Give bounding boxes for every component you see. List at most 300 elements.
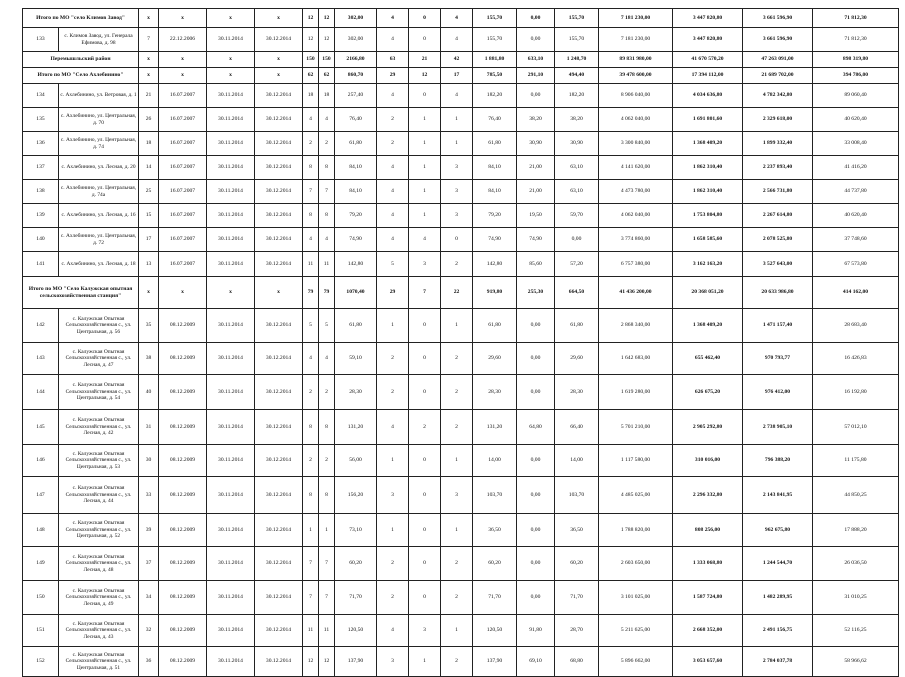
value-cell: 4 [319,228,335,252]
value-cell: 5 [303,309,319,343]
row-number: 151 [23,615,59,647]
value-cell: 3 [441,180,473,204]
table-row [23,410,899,445]
address-cell: с. Ахлебинино, ул. Центральная, д. 74а [59,180,139,204]
value-cell: 3 [377,647,409,677]
value-cell: 4 [303,228,319,252]
value-cell: 12 [409,68,441,84]
value-cell: 4 [377,28,409,52]
value-cell: 2 [303,445,319,477]
value-cell: 8 [319,477,335,514]
value-cell: 4 062 040,00 [599,204,673,228]
value-cell: 08.12.2009 [159,445,207,477]
value-cell: 30.12.2014 [255,477,303,514]
value-cell: 16.07.2007 [159,132,207,156]
value-cell: 30.11.2014 [207,477,255,514]
value-cell: 79 [319,277,335,309]
value-cell: 36 [139,647,159,677]
value-cell: 30.12.2014 [255,156,303,180]
value-cell: 182,20 [555,84,599,108]
value-cell: 30.11.2014 [207,343,255,375]
value-cell: 84,10 [473,156,517,180]
value-cell: 56,00 [335,445,377,477]
value-cell: 0 [409,309,441,343]
value-cell: 2 [377,343,409,375]
value-cell: 182,20 [473,84,517,108]
summary-row [23,277,899,309]
value-cell: 302,00 [335,9,377,28]
value-cell: 62 [303,68,319,84]
value-cell: 1 [441,108,473,132]
value-cell: 1 248,70 [555,52,599,68]
value-cell: 16 426,83 [813,343,899,375]
value-cell: 30.12.2014 [255,84,303,108]
value-cell: 919,80 [473,277,517,309]
value-cell: 1 244 544,70 [743,547,813,581]
row-number: 147 [23,477,59,514]
value-cell: 2 [377,132,409,156]
value-cell: 137,90 [335,647,377,677]
value-cell: 84,10 [335,180,377,204]
value-cell: x [207,9,255,28]
value-cell: 29 [377,277,409,309]
value-cell: 633,10 [517,52,555,68]
value-cell: 4 [377,228,409,252]
value-cell: 16 192,80 [813,375,899,410]
value-cell: 1 587 724,80 [673,581,743,615]
value-cell: 17 [139,228,159,252]
row-number: 142 [23,309,59,343]
value-cell: 898 319,80 [813,52,899,68]
value-cell: 1 658 585,60 [673,228,743,252]
value-cell: 1 [409,156,441,180]
value-cell: 28,30 [555,375,599,410]
value-cell: 1070,40 [335,277,377,309]
value-cell: 71 812,30 [813,9,899,28]
value-cell: 08.12.2009 [159,477,207,514]
value-cell: 4 [441,9,473,28]
value-cell: 3 [409,615,441,647]
value-cell: 08.12.2009 [159,581,207,615]
value-cell: 18 [319,84,335,108]
address-cell: с. Калужская Опытная Сельскохозяйственная с., ул. Лесная, д. 44 [59,477,139,514]
document-page [22,8,898,677]
value-cell: 17 394 112,00 [673,68,743,84]
value-cell: 84,10 [335,156,377,180]
table-row [23,581,899,615]
value-cell: 0,00 [517,309,555,343]
value-cell: 08.12.2009 [159,343,207,375]
value-cell: 394 786,00 [813,68,899,84]
value-cell: 30.11.2014 [207,647,255,677]
value-cell: 22 [441,277,473,309]
table-row [23,180,899,204]
address-cell: с. Калужская Опытная Сельскохозяйственная с., ул. Лесная, д. 47 [59,343,139,375]
value-cell: 4 485 025,00 [599,477,673,514]
value-cell: 30,90 [517,132,555,156]
value-cell: x [139,277,159,309]
value-cell: 1 788 820,00 [599,514,673,547]
housing-program-table [22,8,899,677]
value-cell: 30.11.2014 [207,180,255,204]
value-cell: 808 256,00 [673,514,743,547]
value-cell: 137,90 [473,647,517,677]
row-number: 148 [23,514,59,547]
value-cell: 30.12.2014 [255,514,303,547]
value-cell: 1 368 409,20 [673,309,743,343]
value-cell: 30.11.2014 [207,445,255,477]
value-cell: 1 [441,445,473,477]
value-cell: 08.12.2009 [159,410,207,445]
value-cell: 2 [441,343,473,375]
table-row [23,252,899,277]
value-cell: 79 [303,277,319,309]
value-cell: 30.12.2014 [255,615,303,647]
value-cell: 12 [319,9,335,28]
value-cell: 8 [303,477,319,514]
value-cell: 4 [377,84,409,108]
value-cell: 73,10 [335,514,377,547]
value-cell: 20 633 986,80 [743,277,813,309]
summary-label: Итого по МО "Село Калужская опытная сельскохозяйственная станция" [23,277,139,309]
value-cell: 8 [319,204,335,228]
value-cell: 12 [303,28,319,52]
table-row [23,375,899,410]
value-cell: 7 181 230,00 [599,9,673,28]
value-cell: 0 [409,547,441,581]
value-cell: 30.12.2014 [255,343,303,375]
value-cell: 21 [139,84,159,108]
value-cell: 1 117 580,00 [599,445,673,477]
value-cell: x [139,9,159,28]
row-number: 140 [23,228,59,252]
value-cell: 29,60 [555,343,599,375]
value-cell: 8 [303,204,319,228]
value-cell: 30.11.2014 [207,547,255,581]
value-cell: x [255,68,303,84]
value-cell: 57,20 [555,252,599,277]
value-cell: 155,70 [555,28,599,52]
value-cell: 3 [377,477,409,514]
summary-row [23,9,899,28]
value-cell: 4 [303,343,319,375]
value-cell: 71,70 [335,581,377,615]
value-cell: 1 [441,309,473,343]
address-cell: с. Ахлебинино, ул. Центральная, д. 74 [59,132,139,156]
value-cell: x [159,52,207,68]
value-cell: 30.11.2014 [207,28,255,52]
value-cell: 16.07.2007 [159,204,207,228]
value-cell: 8 [319,410,335,445]
value-cell: 2 784 037,78 [743,647,813,677]
value-cell: 30.12.2014 [255,445,303,477]
value-cell: 30.12.2014 [255,132,303,156]
value-cell: 2 143 841,95 [743,477,813,514]
value-cell: 0,00 [517,28,555,52]
value-cell: 2 329 618,00 [743,108,813,132]
value-cell: 17 [441,68,473,84]
value-cell: 4 [319,108,335,132]
value-cell: x [159,68,207,84]
value-cell: 08.12.2009 [159,615,207,647]
table-row [23,108,899,132]
address-cell: с. Ахлебинино, ул. Лесная, д. 18 [59,252,139,277]
value-cell: 66,40 [555,410,599,445]
value-cell: 1 [377,445,409,477]
address-cell: с. Калужская Опытная Сельскохозяйственная с., ул. Лесная, д. 43 [59,615,139,647]
value-cell: 21,00 [517,156,555,180]
value-cell: 12 [303,9,319,28]
value-cell: 4 [303,108,319,132]
value-cell: 0 [409,343,441,375]
value-cell: 2 [441,647,473,677]
value-cell: 7 [319,581,335,615]
value-cell: 63,10 [555,156,599,180]
value-cell: 0 [409,477,441,514]
value-cell: 30.12.2014 [255,108,303,132]
value-cell: x [255,277,303,309]
value-cell: 3 447 820,80 [673,28,743,52]
value-cell: 2166,80 [335,52,377,68]
value-cell: 62 [319,68,335,84]
value-cell: 08.12.2009 [159,647,207,677]
value-cell: 155,70 [555,9,599,28]
table-row [23,445,899,477]
value-cell: 4 782 342,80 [743,84,813,108]
value-cell: 5 896 662,00 [599,647,673,677]
value-cell: 3 [441,156,473,180]
row-number: 145 [23,410,59,445]
value-cell: 11 [319,252,335,277]
value-cell: 2 [441,581,473,615]
address-cell: с. Ахлебинино, ул. Лесная, д. 20 [59,156,139,180]
value-cell: 255,30 [517,277,555,309]
value-cell: 142,80 [335,252,377,277]
value-cell: 7 [319,180,335,204]
value-cell: 3 [409,252,441,277]
value-cell: 79,20 [473,204,517,228]
value-cell: 11 175,80 [813,445,899,477]
value-cell: 7 [319,547,335,581]
row-number: 143 [23,343,59,375]
value-cell: 30.11.2014 [207,84,255,108]
address-cell: с. Ахлебинино, ул. Центральная, д. 72 [59,228,139,252]
table-row [23,647,899,677]
value-cell: 69,10 [517,647,555,677]
value-cell: 14,00 [473,445,517,477]
value-cell: 8 [303,410,319,445]
value-cell: 61,80 [335,309,377,343]
value-cell: 0,00 [517,581,555,615]
address-cell: с. Калужская Опытная Сельскохозяйственная с., ул. Лесная, д. 49 [59,581,139,615]
value-cell: 67 573,80 [813,252,899,277]
value-cell: 1 642 683,00 [599,343,673,375]
value-cell: 0,00 [517,343,555,375]
value-cell: 44 850,25 [813,477,899,514]
address-cell: с. Климов Завод, ул. Генерала Ефимова, д. 98 [59,28,139,52]
value-cell: 0 [409,84,441,108]
value-cell: 4 141 620,00 [599,156,673,180]
value-cell: 310 016,00 [673,445,743,477]
value-cell: 0,00 [517,9,555,28]
value-cell: 4 062 040,00 [599,108,673,132]
value-cell: x [159,277,207,309]
value-cell: 1 862 310,40 [673,156,743,180]
value-cell: 36,50 [555,514,599,547]
value-cell: 61,80 [555,309,599,343]
value-cell: 1 [303,514,319,547]
value-cell: 57 012,10 [813,410,899,445]
value-cell: 796 388,20 [743,445,813,477]
value-cell: 18 [139,132,159,156]
value-cell: 0,00 [517,375,555,410]
value-cell: 120,50 [473,615,517,647]
value-cell: 0,00 [517,547,555,581]
value-cell: 36,50 [473,514,517,547]
value-cell: 3 [441,204,473,228]
value-cell: 150 [319,52,335,68]
value-cell: 2 [319,132,335,156]
value-cell: 2 [303,375,319,410]
value-cell: 84,10 [473,180,517,204]
value-cell: 91,80 [517,615,555,647]
value-cell: 626 675,20 [673,375,743,410]
value-cell: 18 [303,84,319,108]
value-cell: 30.11.2014 [207,108,255,132]
value-cell: 30.12.2014 [255,228,303,252]
value-cell: 40 [139,375,159,410]
value-cell: 8 906 040,00 [599,84,673,108]
row-number: 134 [23,84,59,108]
value-cell: 4 [377,156,409,180]
value-cell: 30.11.2014 [207,615,255,647]
value-cell: 44 737,80 [813,180,899,204]
value-cell: 4 473 780,00 [599,180,673,204]
value-cell: x [139,52,159,68]
table-body [23,9,899,677]
value-cell: 664,50 [555,277,599,309]
table-row [23,156,899,180]
value-cell: x [255,9,303,28]
value-cell: 30.11.2014 [207,375,255,410]
value-cell: 1 333 068,80 [673,547,743,581]
value-cell: 08.12.2009 [159,547,207,581]
value-cell: 1 619 280,00 [599,375,673,410]
value-cell: 68,80 [555,647,599,677]
value-cell: 16.07.2007 [159,228,207,252]
value-cell: 2 603 650,00 [599,547,673,581]
value-cell: 89 831 980,00 [599,52,673,68]
value-cell: 5 [319,309,335,343]
value-cell: 8 [303,156,319,180]
value-cell: 28,30 [335,375,377,410]
table-row [23,204,899,228]
value-cell: 74,90 [517,228,555,252]
value-cell: 33 [139,477,159,514]
value-cell: 30.11.2014 [207,204,255,228]
value-cell: x [207,68,255,84]
value-cell: 0,00 [517,477,555,514]
address-cell: с. Калужская Опытная Сельскохозяйственная с., ул. Центральная, д. 51 [59,647,139,677]
value-cell: 30 [139,445,159,477]
value-cell: x [255,52,303,68]
value-cell: 2 [377,581,409,615]
value-cell: 1 [409,180,441,204]
value-cell: 1 753 804,80 [673,204,743,228]
value-cell: 16.07.2007 [159,84,207,108]
value-cell: 156,20 [335,477,377,514]
address-cell: с. Ахлебинино, ул. Центральная, д. 70 [59,108,139,132]
value-cell: 39 478 600,00 [599,68,673,84]
value-cell: 61,80 [473,309,517,343]
value-cell: 30.11.2014 [207,156,255,180]
value-cell: 976 412,00 [743,375,813,410]
value-cell: 1 [409,647,441,677]
value-cell: 29 [377,68,409,84]
value-cell: 3 527 643,00 [743,252,813,277]
value-cell: 41 416,20 [813,156,899,180]
value-cell: 3 661 596,90 [743,28,813,52]
value-cell: 21 [409,52,441,68]
value-cell: 4 [377,410,409,445]
value-cell: 7 [303,581,319,615]
value-cell: 494,40 [555,68,599,84]
value-cell: 103,70 [473,477,517,514]
value-cell: 7 [139,28,159,52]
value-cell: 155,70 [473,28,517,52]
value-cell: 31 010,25 [813,581,899,615]
value-cell: 1 [409,108,441,132]
value-cell: 79,20 [335,204,377,228]
row-number: 133 [23,28,59,52]
value-cell: 0,00 [517,445,555,477]
value-cell: 38,20 [517,108,555,132]
value-cell: 12 [319,647,335,677]
value-cell: 30.11.2014 [207,228,255,252]
value-cell: 08.12.2009 [159,514,207,547]
value-cell: 2 296 332,80 [673,477,743,514]
row-number: 146 [23,445,59,477]
value-cell: 5 [377,252,409,277]
value-cell: 4 [409,228,441,252]
value-cell: 30.12.2014 [255,204,303,228]
value-cell: 71,70 [555,581,599,615]
value-cell: 30,90 [555,132,599,156]
table-row [23,343,899,375]
value-cell: 1 [319,514,335,547]
summary-row [23,68,899,84]
value-cell: 103,70 [555,477,599,514]
value-cell: 7 [409,277,441,309]
value-cell: 2 738 905,10 [743,410,813,445]
value-cell: 19,50 [517,204,555,228]
value-cell: 1 [441,132,473,156]
value-cell: 85,60 [517,252,555,277]
value-cell: 17 888,20 [813,514,899,547]
summary-label: Перемышльский район [23,52,139,68]
value-cell: 6 757 380,00 [599,252,673,277]
value-cell: 28 683,40 [813,309,899,343]
value-cell: 14,00 [555,445,599,477]
row-number: 141 [23,252,59,277]
value-cell: 1 862 310,40 [673,180,743,204]
value-cell: 257,40 [335,84,377,108]
value-cell: 3 053 657,60 [673,647,743,677]
value-cell: 30.11.2014 [207,132,255,156]
value-cell: 1 [409,204,441,228]
value-cell: 15 [139,204,159,228]
row-number: 144 [23,375,59,410]
